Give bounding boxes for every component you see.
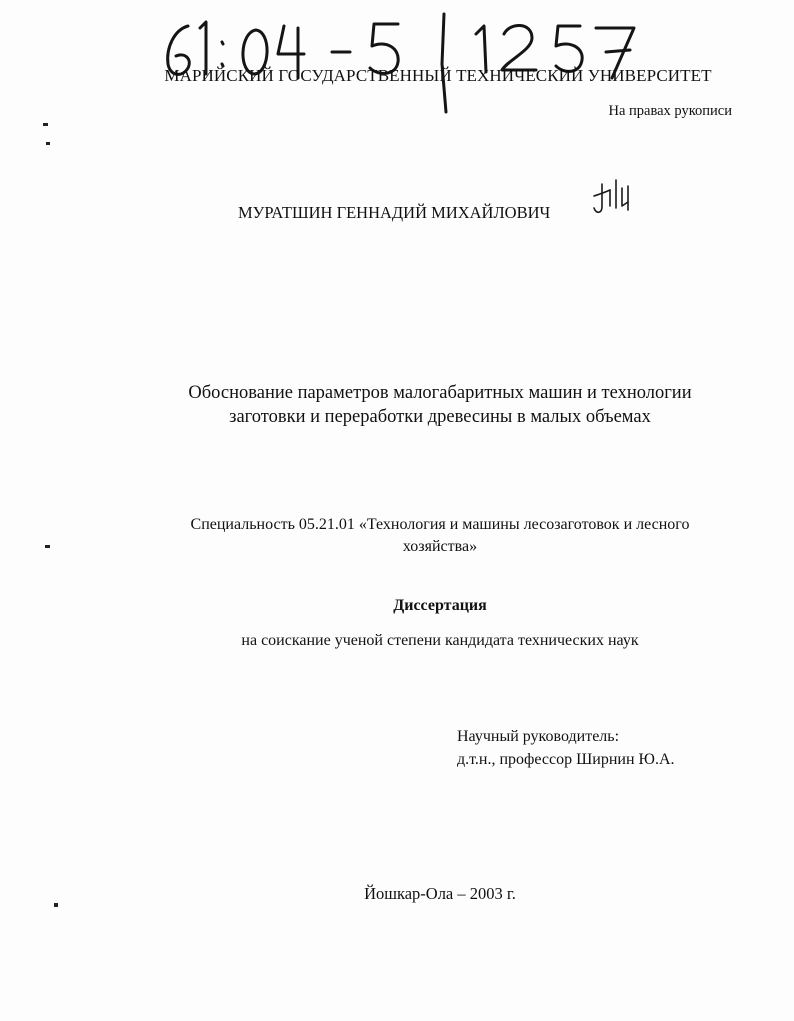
university-name: МАРИЙСКИЙ ГОСУДАРСТВЕННЫЙ ТЕХНИЧЕСКИЙ УНИВЕРСИТЕТ — [164, 66, 712, 85]
specialty — [150, 514, 730, 558]
title-line-1: Обоснование параметров малогабаритных машин и технологии — [188, 383, 692, 403]
dissertation-title — [140, 381, 740, 429]
place-and-year: Йошкар-Ола – 2003 г. — [364, 884, 516, 903]
signature-mark — [588, 176, 634, 220]
supervisor-name: д.т.н., профессор Ширнин Ю.А. — [457, 751, 675, 768]
specialty-line-2: хозяйства» — [402, 538, 478, 555]
handwritten-archive-code — [160, 8, 640, 120]
degree-description: на соискание ученой степени кандидата технических наук — [241, 632, 639, 649]
supervisor-label: Научный руководитель: — [457, 728, 620, 745]
title-line-2: заготовки и переработки древесины в малых объемах — [229, 407, 651, 427]
scan-speck — [54, 903, 58, 907]
scan-speck — [45, 545, 50, 548]
supervisor-block — [457, 725, 675, 771]
scan-speck — [46, 142, 50, 145]
rights-note: На правах рукописи — [608, 103, 732, 119]
scan-speck — [43, 123, 48, 126]
author-name: МУРАТШИН ГЕННАДИЙ МИХАЙЛОВИЧ — [238, 203, 551, 222]
document-type: Диссертация — [393, 597, 487, 614]
specialty-line-1: Специальность 05.21.01 «Технология и машины лесозаготовок и лесного — [190, 516, 690, 533]
